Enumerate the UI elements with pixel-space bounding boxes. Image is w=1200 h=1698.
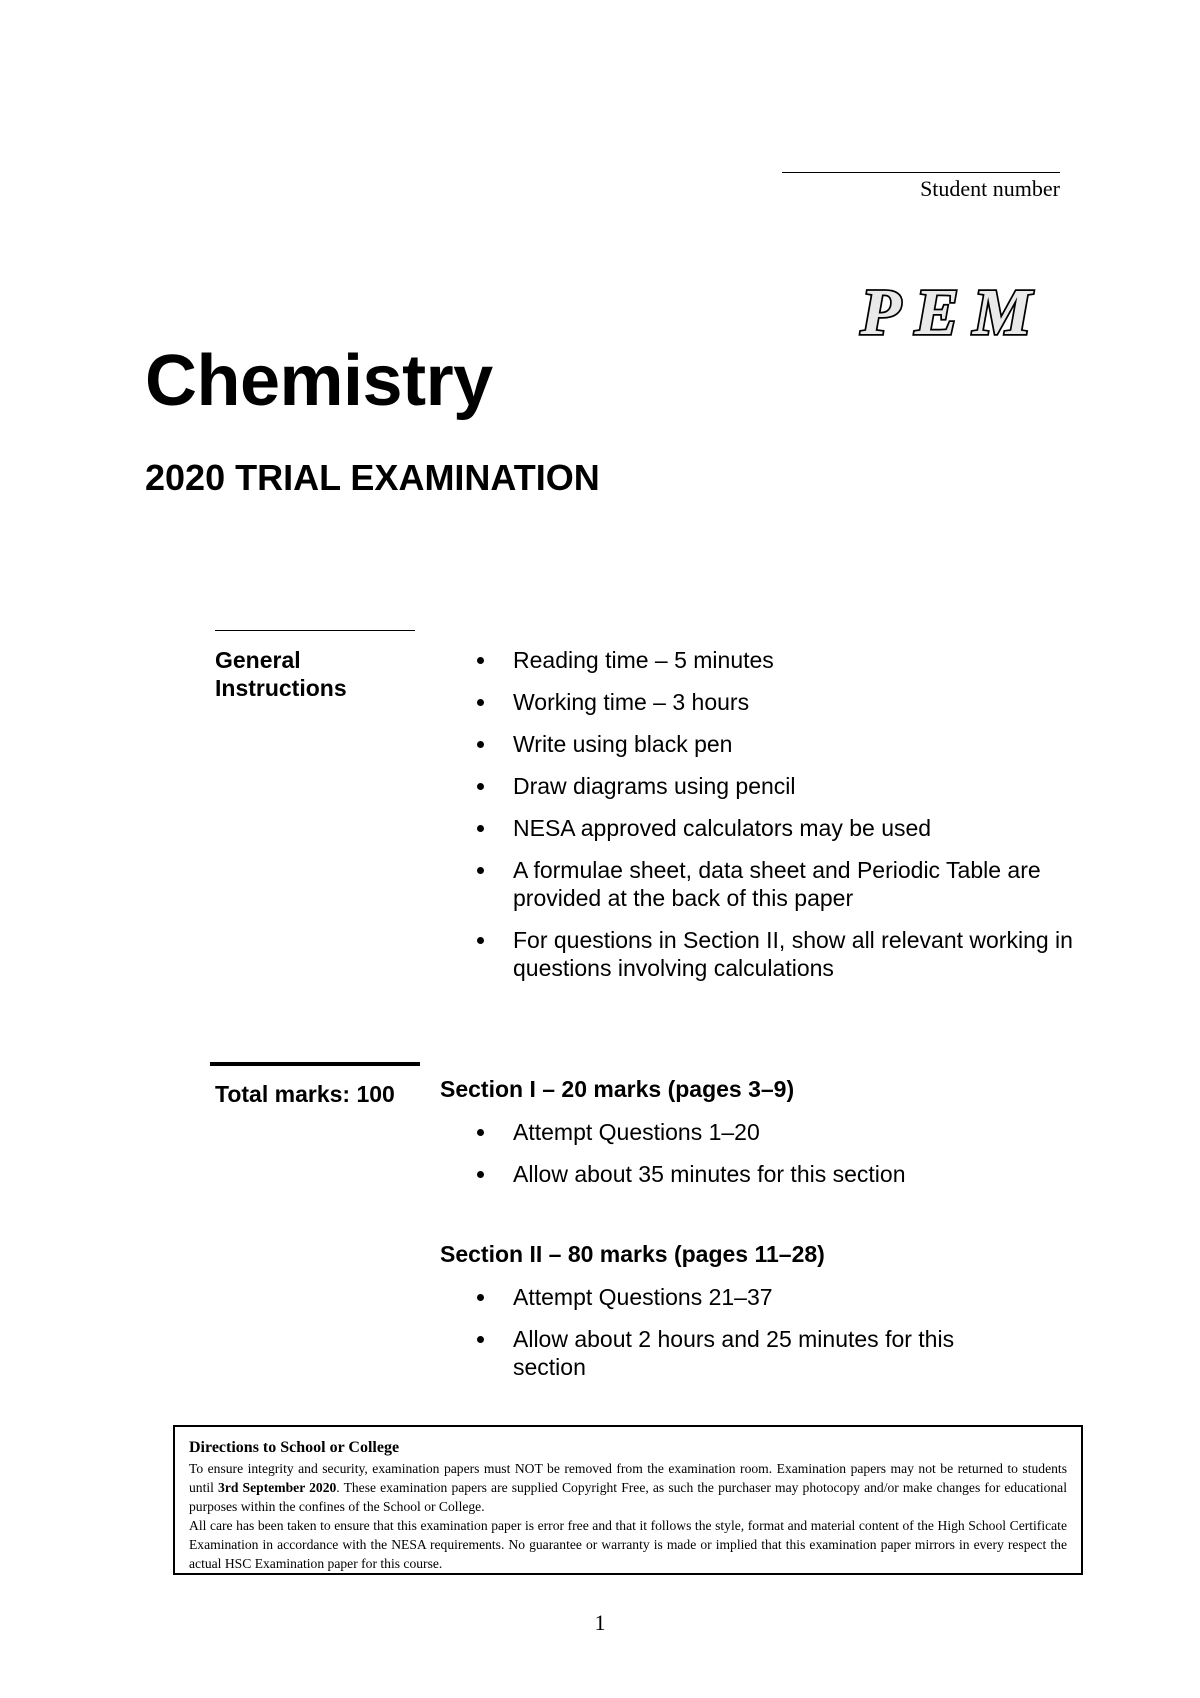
student-number-line: [782, 172, 1060, 173]
list-item: NESA approved calculators may be used: [477, 814, 1077, 842]
directions-paragraph-1: [189, 1459, 1067, 1516]
total-marks-rule: [210, 1062, 420, 1066]
pem-logo-text: PEM: [860, 276, 1046, 349]
pem-logo: [838, 272, 1068, 352]
list-item: Draw diagrams using pencil: [477, 772, 1077, 800]
general-instructions-heading: General Instructions: [215, 647, 347, 701]
page-number: 1: [594, 1610, 606, 1635]
directions-date: 3rd September 2020: [218, 1480, 337, 1495]
list-item: Attempt Questions 21–37: [477, 1283, 1017, 1311]
general-instructions-rule: [215, 630, 415, 631]
directions-title: Directions to School or College: [189, 1439, 400, 1456]
student-number-label: Student number: [920, 176, 1060, 201]
general-instructions-list: [477, 646, 1077, 996]
list-item: Write using black pen: [477, 730, 1077, 758]
list-item: Allow about 2 hours and 25 minutes for this section: [477, 1325, 1017, 1381]
list-item: A formulae sheet, data sheet and Periodic Table are provided at the back of this paper: [477, 856, 1077, 912]
list-item: Reading time – 5 minutes: [477, 646, 1077, 674]
section-1-list: [477, 1118, 1037, 1202]
list-item: Working time – 3 hours: [477, 688, 1077, 716]
directions-text: To ensure integrity and security, examination papers must NOT be removed from the examination room. Examination papers may not be returned to students until: [189, 1461, 1067, 1495]
section-2-heading: Section II – 80 marks (pages 11–28): [440, 1241, 825, 1267]
directions-paragraph-2: All care has been taken to ensure that this examination paper is error free and that it follows the style, format and material content of the High School Certificate Examination in accordance with the NESA requirements. No guarantee or warranty is made or implied that this examination paper mirrors in every respect the actual HSC Examination paper for this course.: [189, 1518, 1067, 1571]
directions-text: . These examination papers are supplied Copyright Free, as such the purchaser may photocopy and/or make changes for educational purposes within the confines of the School or College.: [189, 1480, 1067, 1514]
list-item: For questions in Section II, show all relevant working in questions involving calculations: [477, 926, 1077, 982]
section-1-heading: Section I – 20 marks (pages 3–9): [440, 1076, 795, 1102]
section-2-list: [477, 1283, 1017, 1395]
list-item: Attempt Questions 1–20: [477, 1118, 1037, 1146]
list-item: Allow about 35 minutes for this section: [477, 1160, 1037, 1188]
total-marks-label: Total marks: 100: [215, 1081, 395, 1107]
page-title: Chemistry: [145, 341, 493, 421]
exam-subtitle: 2020 TRIAL EXAMINATION: [145, 457, 600, 498]
directions-box: [173, 1425, 1083, 1575]
